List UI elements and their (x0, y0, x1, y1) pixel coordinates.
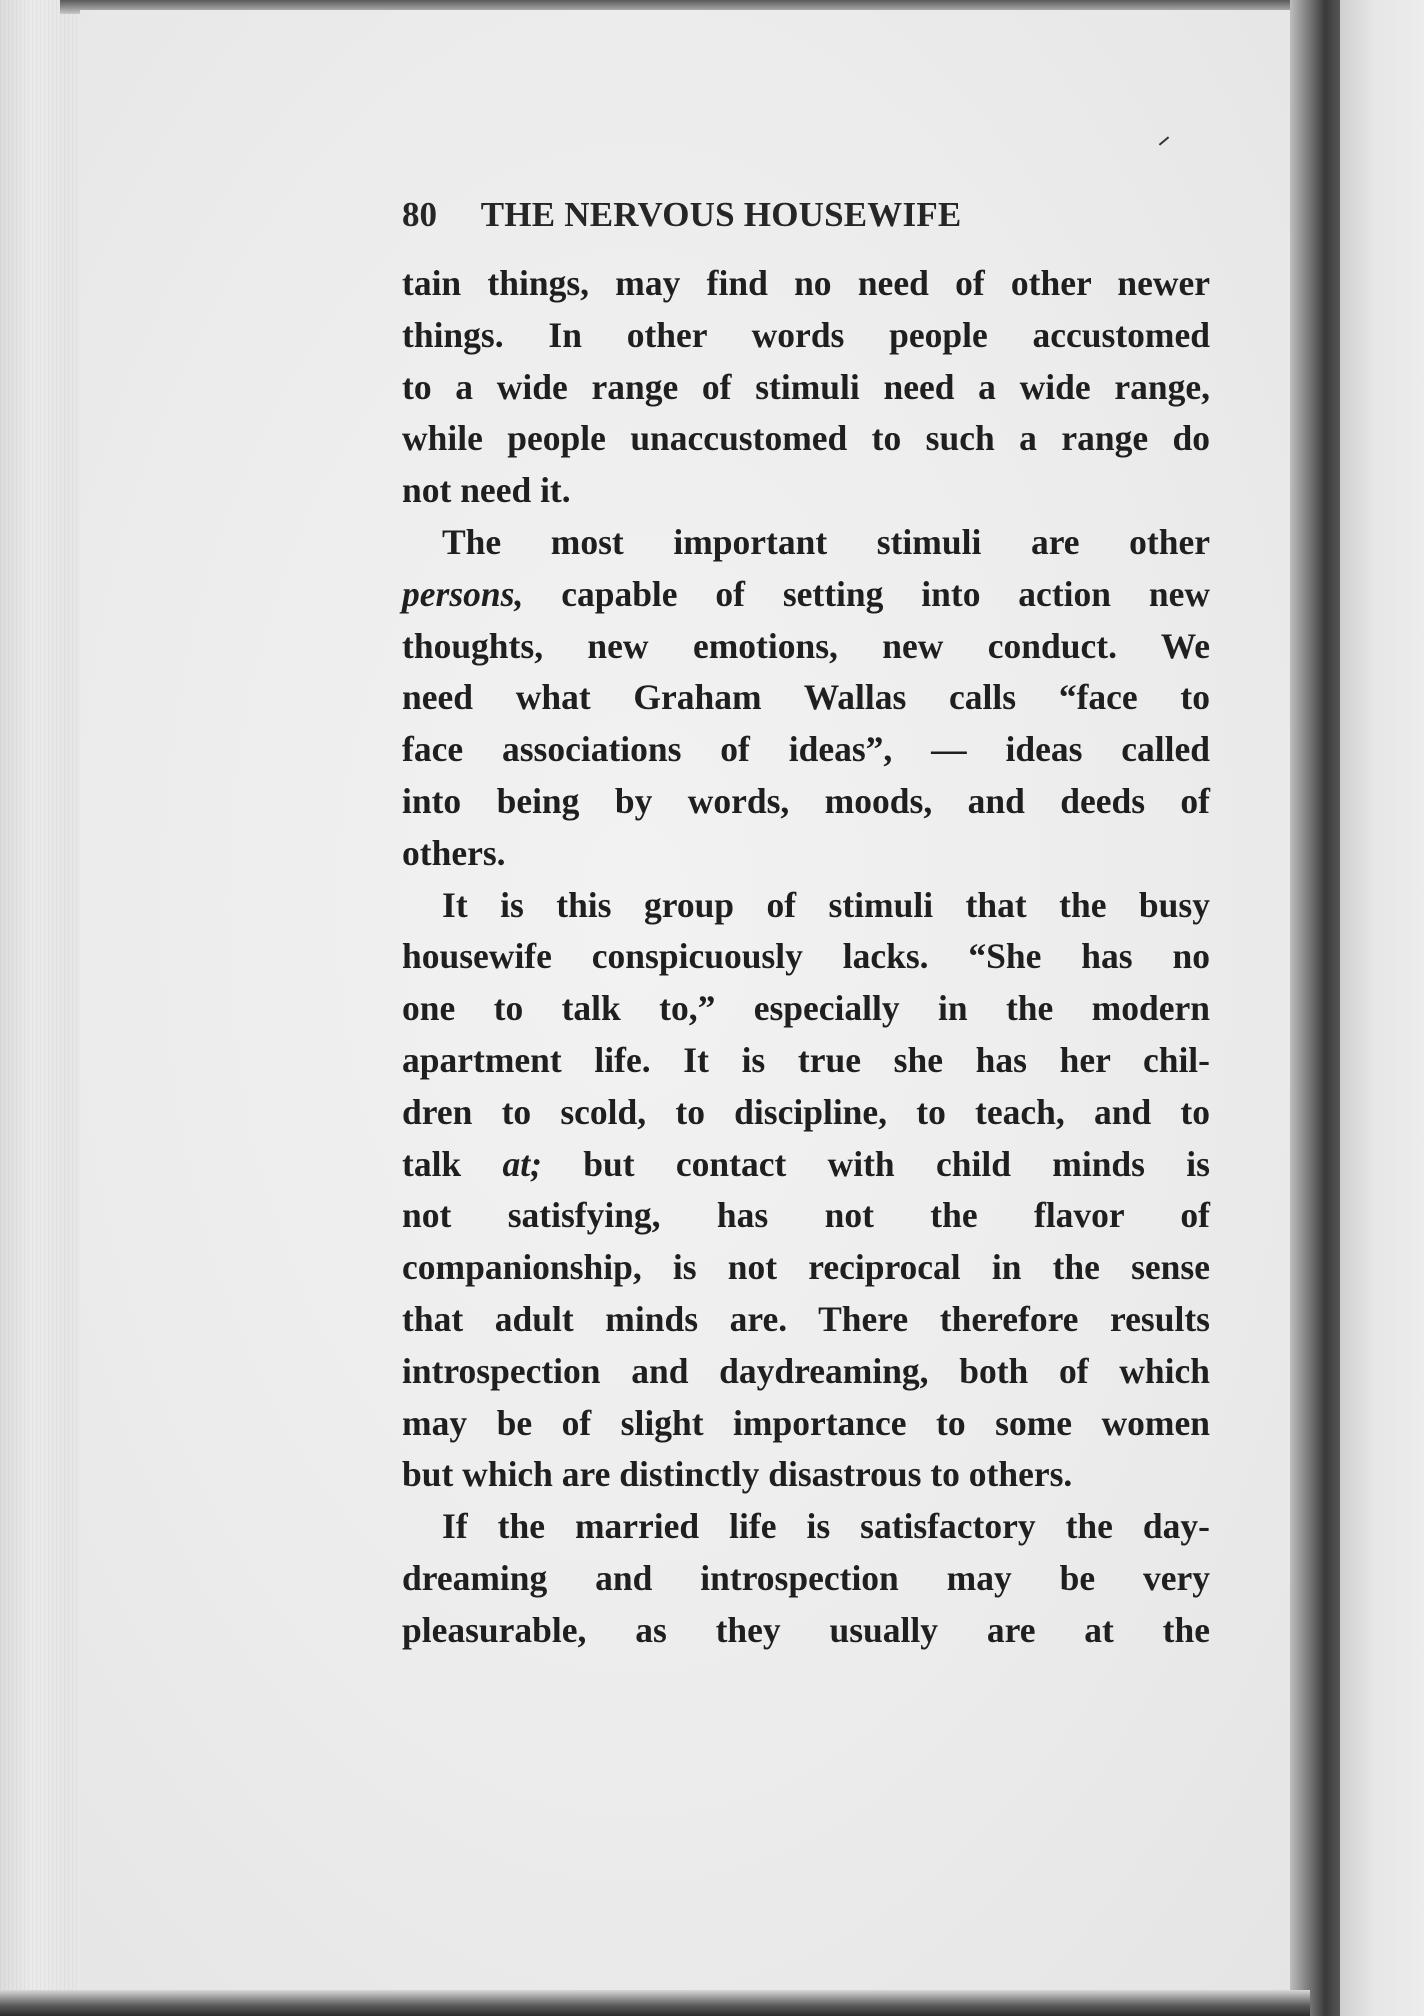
text-run: capable of setting into action new (523, 573, 1210, 614)
page-number: 80 (402, 195, 437, 234)
text-line: into being by words, moods, and deeds of (402, 780, 1210, 821)
text-line: tain things, may find no need of other newer (402, 263, 1210, 303)
text-line: need what Graham Wallas calls “face to (402, 677, 1210, 718)
text-line: apartment life. It is true she has her chil- (402, 1039, 1210, 1080)
text-line: that adult minds are. There therefore results (402, 1298, 1210, 1339)
text-line: one to talk to,” especially in the modern (402, 988, 1210, 1029)
text-line: not need it. (402, 470, 571, 511)
text-line: introspection and daydreaming, both of which (402, 1350, 1210, 1391)
text-line: face associations of ideas”, — ideas called (402, 729, 1210, 770)
text-line: housewife conspicuously lacks. “She has no (402, 936, 1210, 977)
facing-page-edge (1340, 0, 1424, 2016)
text-line: not satisfying, has not the flavor of (402, 1195, 1210, 1236)
text-line: dren to scold, to discipline, to teach, and to (402, 1091, 1210, 1132)
text-line (402, 1139, 1210, 1191)
text-run: talk (402, 1143, 503, 1184)
text-line: things. In other words people accustomed (402, 314, 1210, 355)
text-line: pleasurable, as they usually are at the (402, 1609, 1210, 1650)
text-line: others. (402, 832, 506, 873)
text-run: but contact with child minds is (541, 1143, 1210, 1184)
text-line: companionship, is not reciprocal in the sense (402, 1247, 1210, 1288)
text-line: while people unaccustomed to such a range do (402, 418, 1210, 459)
text-line: The most important stimuli are other (442, 521, 1210, 562)
text-line: to a wide range of stimuli need a wide range, (402, 366, 1210, 407)
text-line (402, 569, 1210, 621)
running-title: THE NERVOUS HOUSEWIFE (480, 195, 962, 234)
body-text (402, 258, 1210, 1657)
text-line: It is this group of stimuli that the busy (442, 884, 1210, 925)
book-bottom-edge (0, 1990, 1310, 2016)
page-header (402, 190, 1212, 240)
italic-text: at; (502, 1143, 542, 1184)
italic-text: persons, (402, 573, 524, 614)
text-line: thoughts, new emotions, new conduct. We (402, 625, 1210, 666)
text-line: dreaming and introspection may be very (402, 1557, 1210, 1598)
book-gutter-shadow (1290, 0, 1340, 2016)
text-line: but which are distinctly disastrous to others. (402, 1454, 1073, 1495)
text-line: If the married life is satisfactory the day- (442, 1506, 1210, 1547)
text-line: may be of slight importance to some women (402, 1402, 1210, 1443)
